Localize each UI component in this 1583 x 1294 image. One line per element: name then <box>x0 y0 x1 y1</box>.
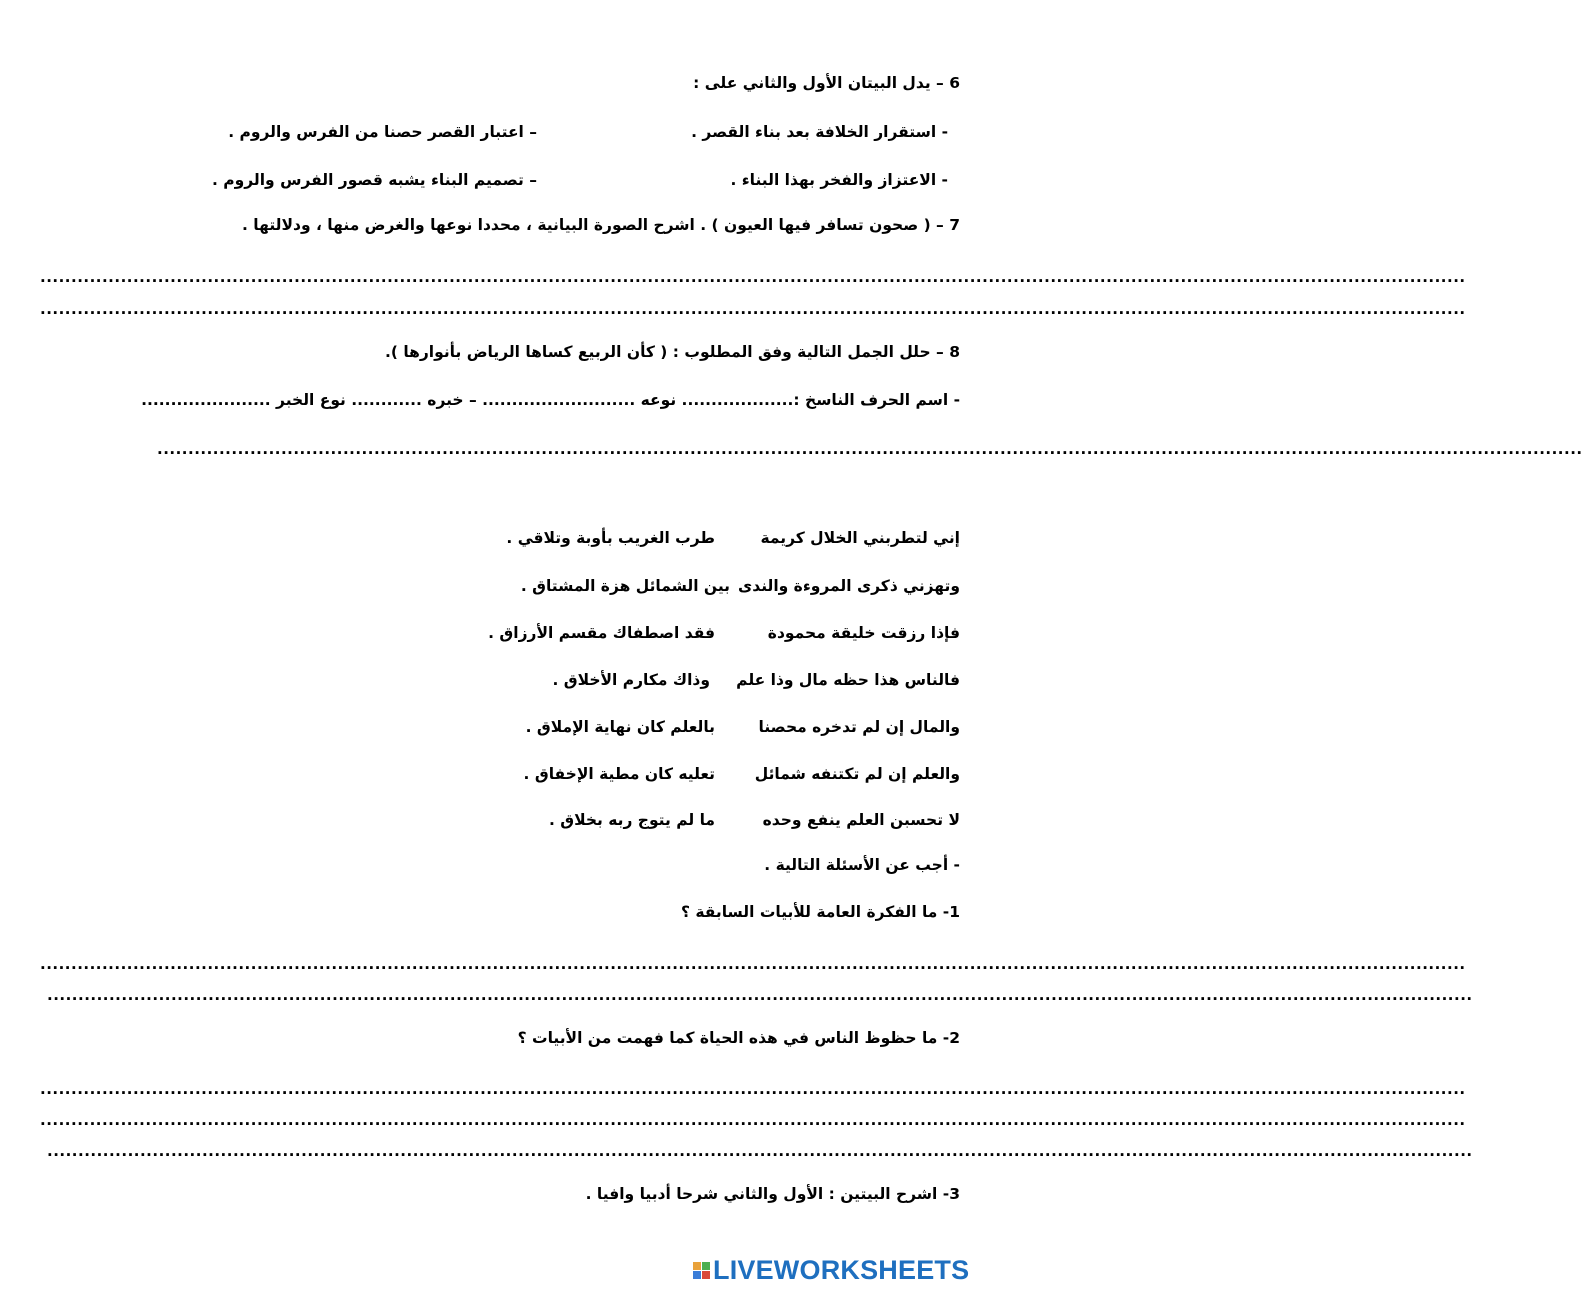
poem-verse-first: فالناس هذا حظه مال وذا علم <box>736 671 960 689</box>
brand-name: LIVEWORKSHEETS <box>713 1254 970 1285</box>
poem-verse-first: والعلم إن لم تكتنفه شمائل <box>754 765 960 783</box>
q8-title: 8 – حلل الجمل التالية وفق المطلوب : ( كأن الربيع كساها الرياض بأنوارها ). <box>384 343 960 361</box>
poem-verse-first: والمال إن لم تدخره محصنا <box>758 718 960 736</box>
question-2: 2- ما حظوظ الناس في هذه الحياة كما فهمت من الأبيات ؟ <box>517 1029 960 1047</box>
q7-title: 7 – ( صحون تسافر فيها العيون ) . اشرح الصورة البيانية ، محددا نوعها والغرض منها ، ودلالتها . <box>242 216 960 234</box>
logo-tiles-icon <box>693 1262 710 1279</box>
poem-verse-second: فقد اصطفاك مقسم الأرزاق . <box>488 624 715 642</box>
q6-title: 6 – يدل البيتان الأول والثاني على : <box>693 74 960 92</box>
poem-verse-second: بين الشمائل هزة المشتاق . <box>520 577 730 595</box>
answer-line[interactable]: ...................................................................................................................................................................................................................................... <box>47 1142 1473 1160</box>
poem-verse-first: وتهزني ذكرى المروءة والندى <box>738 577 960 595</box>
q8-fields[interactable]: - اسم الحرف الناسخ :................... نوعه .......................... – خبره ............ نوع الخبر ...................... <box>141 391 960 409</box>
q6-option-b: – اعتبار القصر حصنا من الفرس والروم . <box>228 123 537 141</box>
answer-line[interactable]: ...................................................................................................................................................................................................................................... <box>47 986 1473 1004</box>
question-3: 3- اشرح البيتين : الأول والثاني شرحا أدبيا وافيا . <box>585 1185 960 1203</box>
poem-verse-first: إني لتطربني الخلال كريمة <box>760 529 960 547</box>
poem-verse-second: طرب الغريب بأوبة وتلاقي . <box>506 529 715 547</box>
poem-verse-second: تعليه كان مطية الإخفاق . <box>523 765 715 783</box>
answer-line[interactable]: ...................................................................................................................................................................................................................................... <box>40 1111 1466 1129</box>
liveworksheets-logo <box>693 1255 969 1285</box>
poem-verse-second: بالعلم كان نهاية الإملاق . <box>525 718 715 736</box>
answer-line[interactable]: ...................................................................................................................................................................................................................................... <box>40 300 1466 318</box>
answer-line[interactable]: ...................................................................................................................................................................................................................................... <box>40 1080 1466 1098</box>
poem-verse-first: لا تحسبن العلم ينفع وحده <box>762 811 960 829</box>
poem-verse-second: ما لم يتوج ربه بخلاق . <box>548 811 715 829</box>
q6-option-d: – تصميم البناء يشبه قصور الفرس والروم . <box>211 171 537 189</box>
q6-option-c: - الاعتزاز والفخر بهذا البناء . <box>730 171 948 189</box>
answer-line[interactable]: ...................................................................................................................................................................................................................................... <box>157 440 1583 458</box>
answer-line[interactable]: ...................................................................................................................................................................................................................................... <box>40 955 1466 973</box>
poem-verse-first: فإذا رزقت خليقة محمودة <box>767 624 960 642</box>
answer-line[interactable]: ...................................................................................................................................................................................................................................... <box>40 268 1466 286</box>
question-1: 1- ما الفكرة العامة للأبيات السابقة ؟ <box>680 903 960 921</box>
q6-option-a: - استقرار الخلافة بعد بناء القصر . <box>691 123 948 141</box>
answer-instruction: - أجب عن الأسئلة التالية . <box>764 856 960 874</box>
poem-verse-second: وذاك مكارم الأخلاق . <box>552 671 710 689</box>
